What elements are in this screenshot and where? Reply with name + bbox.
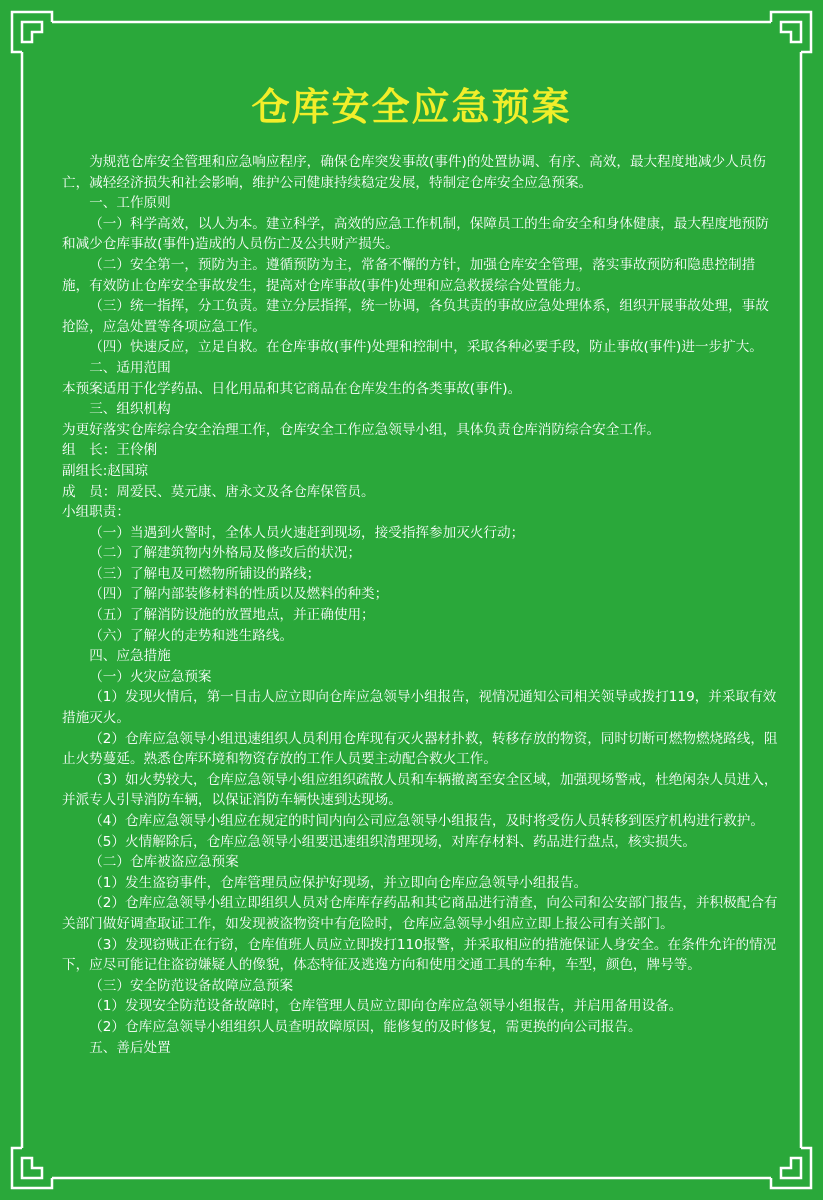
- paragraph: 一、工作原则: [89, 195, 171, 212]
- paragraph: （二）仓库被盗应急预案: [89, 854, 239, 871]
- paragraph: 成 员：周爱民、莫元康、唐永文及各仓库保管员。: [62, 483, 375, 500]
- paragraph: 为更好落实仓库综合安全治理工作，仓库安全工作应急领导小组，具体负责仓库消防综合安全工作。: [62, 421, 661, 438]
- paragraph: （2）仓库应急领导小组组织人员查明故障原因，能修复的及时修复，需更换的向公司报告。: [89, 1018, 642, 1035]
- paragraph: （1）发现安全防范设备故障时，仓库管理人员应立即向仓库应急领导小组报告，并启用备用设备。: [89, 998, 683, 1015]
- paragraph: （2）仓库应急领导小组立即组织人员对仓库库存药品和其它商品进行清查，向公司和公安部门报告，并积极配合有关部门做好调查取证工作，如发现被盗物资中有危险时，仓库应急领导小组应立即上报公司有关部门。: [62, 895, 778, 932]
- paragraph: 为规范仓库安全管理和应急响应程序，确保仓库突发事故(事件)的处置协调、有序、高效，最大程度地减少人员伤亡，减轻经济损失和社会影响，维护公司健康持续稳定发展，特制定仓库安全应急预案。: [62, 154, 766, 191]
- paragraph: （5）火情解除后，仓库应急领导小组要迅速组织清理现场，对库存材料、药品进行盘点，核实损失。: [89, 833, 696, 850]
- page-title: 仓库安全应急预案: [251, 85, 572, 129]
- paragraph: （四）了解内部装修材料的性质以及燃料的种类；: [89, 586, 389, 603]
- paragraph: 本预案适用于化学药品、日化用品和其它商品在仓库发生的各类事故(事件)。: [62, 380, 522, 397]
- paragraph: 小组职责：: [62, 504, 130, 521]
- paragraph: （3）发现窃贼正在行窃，仓库值班人员应立即拨打110报警，并采取相应的措施保证人身安全。在条件允许的情况下，应尽可能记住盗窃嫌疑人的像貌，体态特征及逃逸方向和使用交通工具的车种，车型，颜色，牌号等。: [62, 936, 777, 974]
- paragraph: （1）发生盗窃事件，仓库管理员应保护好现场，并立即向仓库应急领导小组报告。: [89, 874, 588, 891]
- paragraph: 副组长:赵国琼: [62, 462, 149, 479]
- paragraph: 三、组织机构: [89, 401, 171, 418]
- paragraph: （4）仓库应急领导小组应在规定的时间内向公司应急领导小组报告，及时将受伤人员转移到医疗机构进行救护。: [89, 813, 764, 829]
- paragraph: （三）了解电及可燃物所铺设的路线；: [89, 565, 321, 582]
- paragraph: 五、善后处置: [89, 1039, 171, 1056]
- paragraph: （三）统一指挥，分工负责。建立分层指挥，统一协调，各负其责的事故应急处理体系，组织开展事故处理，事故抢险，应急处置等各项应急工作。: [62, 298, 769, 335]
- paragraph: （一）火灾应急预案: [89, 668, 212, 685]
- paragraph: （1）发现火情后，第一目击人应立即向仓库应急领导小组报告，视情况通知公司相关领导或拨打119，并采取有效措施灭火。: [62, 689, 777, 727]
- paragraph: （一）当遇到火警时，全体人员火速赶到现场，接受指挥参加灭火行动；: [89, 524, 525, 541]
- paragraph: （二）安全第一，预防为主。遵循预防为主，常备不懈的方针，加强仓库安全管理，落实事故预防和隐患控制措施，有效防止仓库安全事故发生，提高对仓库事故(事件)处理和应急救援综合处置能力。: [62, 256, 756, 294]
- paragraph: 组 长：王伶俐: [62, 442, 158, 459]
- document-body: [62, 152, 782, 1058]
- paragraph: （2）仓库应急领导小组迅速组织人员利用仓库现有灭火器材扑救，转移存放的物资，同时切断可燃物燃烧路线，阻止火势蔓延。熟悉仓库环境和物资存放的工作人员要主动配合救火工作。: [62, 730, 778, 768]
- paragraph: 四、应急措施: [89, 648, 171, 665]
- paragraph: （3）如火势较大，仓库应急领导小组应组织疏散人员和车辆撤离至安全区域，加强现场警戒，杜绝闲杂人员进入，并派专人引导消防车辆，以保证消防车辆快速到达现场。: [62, 771, 778, 809]
- paragraph: （五）了解消防设施的放置地点，并正确使用；: [89, 607, 375, 624]
- paragraph: （一）科学高效，以人为本。建立科学，高效的应急工作机制，保障员工的生命安全和身体健康，最大程度地预防和减少仓库事故(事件)造成的人员伤亡及公共财产损失。: [62, 215, 769, 253]
- paragraph: 二、适用范围: [89, 359, 171, 376]
- paragraph: （二）了解建筑物内外格局及修改后的状况；: [89, 545, 362, 562]
- paragraph: （四）快速反应，立足自救。在仓库事故(事件)处理和控制中，采取各种必要手段，防止事故(事件)进一步扩大。: [89, 339, 763, 356]
- paragraph: （六）了解火的走势和逃生路线。: [89, 627, 294, 644]
- paragraph: （三）安全防范设备故障应急预案: [89, 977, 294, 994]
